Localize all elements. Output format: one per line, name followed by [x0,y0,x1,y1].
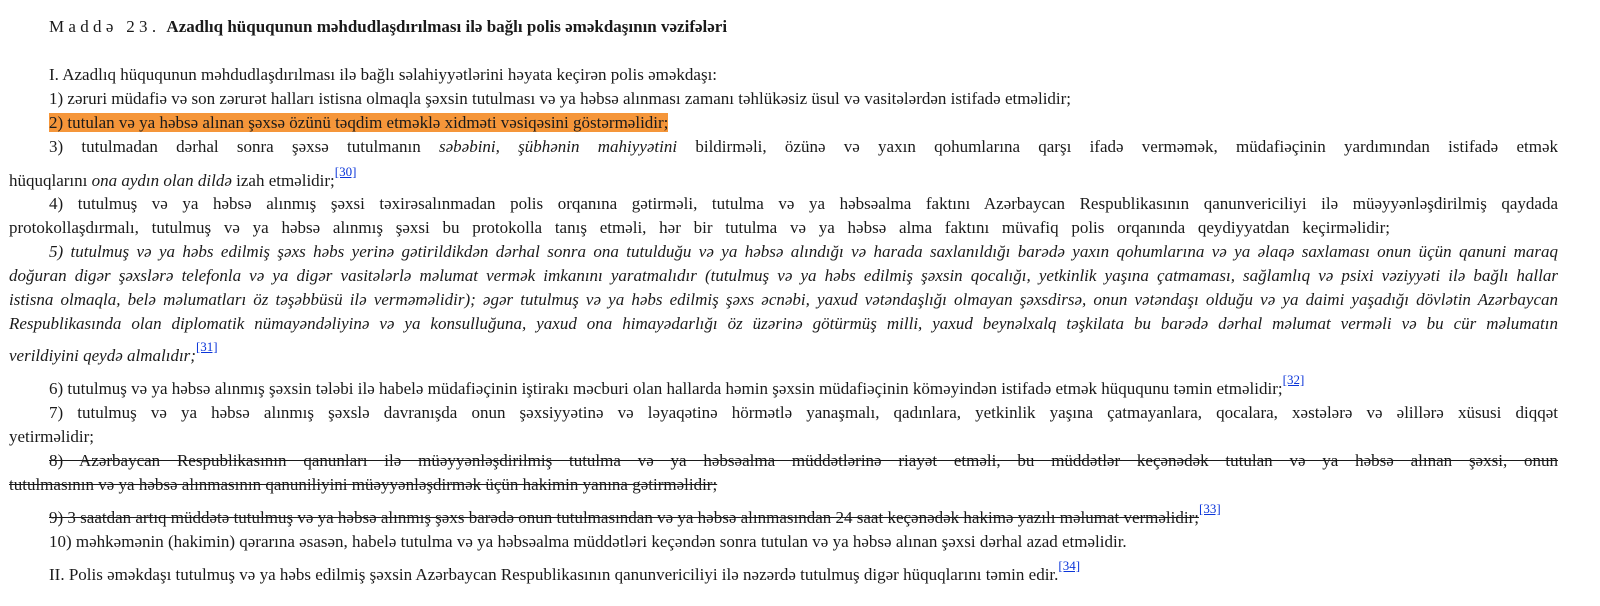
item-4-line-1: 4) tutulmuş və ya həbsə alınmış şəxsi təxirəsalınmadan polis orqanına gətirməli, tutulma və ya həbsəalma faktını Azərbaycan Respublikasının qanunvericiliyi ilə müəyyənləşdirilmiş qaydada [49,194,1558,213]
item-8-line-1: 8) Azərbaycan Respublikasının qanunları ilə müəyyənləşdirilmiş tutulma və ya həbsəalma müddətlərinə riayət etməli, bu müddətlər keçənədək tutulan və ya həbsə alınan şəxsi, onun [49,451,1558,470]
footnote-31 [196,339,218,354]
footnote-33-link[interactable]: [33] [1199,501,1221,516]
item-3-text-c: bildirməli, özünə və yaxın qohumlarına qarşı ifadə verməmək, müdafiəçinin yardımından istifadə etmək [695,137,1559,156]
item-6 [49,372,1305,400]
footnote-32 [1283,372,1305,387]
footnote-32-link[interactable]: [32] [1282,372,1305,387]
footnote-34 [1058,558,1080,573]
footnote-34-link[interactable]: [34] [1058,558,1081,573]
item-5-line-2: doğuran digər şəxslərə telefonla və ya digər vasitələrlə məlumat vermək imkanını yaratmalıdır (tutulmuş və ya həbs edilmiş şəxsin qocalığı, yetkinlik yaşına çatmaması, sağlamlıq və psixi vəziyyəti ilə bağlı hallar [9,266,1558,285]
item-3-text-d: hüquqlarını [9,171,88,190]
footnote-31-link[interactable]: [31] [195,339,218,354]
item-8-line-2: tutulmasının və ya həbsə alınmasının qanuniliyini müəyyənləşdirmək üçün hakimin yanına gətirməlidir; [9,475,718,494]
item-3-text-a: 3) tutulmadan dərhal sonra şəxsə tutulmanın [49,137,421,156]
item-2 [49,113,668,133]
item-3-line-1 [49,137,1558,157]
item-5-line-5 [9,339,218,367]
footnote-30 [335,164,357,179]
section2-text: II. Polis əməkdaşı tutulmuş və ya həbs edilmiş şəxsin Azərbaycan Respublikasının qanunvericiliyi ilə nəzərdə tutulmuş digər hüquqlarını təmin edir. [49,565,1059,584]
item-3-italic-a: səbəbini, şübhənin mahiyyətini [438,137,678,156]
item-9 [49,501,1221,529]
section2 [49,558,1081,586]
item-1: 1) zəruri müdafiə və son zərurət halları istisna olmaqla şəxsin tutulması və ya həbsə alınması zamanı təhlükəsiz üsul və vasitələrdən istifadə etməlidir; [49,89,1072,108]
footnote-30-link[interactable]: [30] [334,164,357,179]
item-5-line-3: istisna olmaqla, belə məlumatları öz təşəbbüsü ilə verməməlidir); əgər tutulmuş və ya həbs edilmiş şəxs əcnəbi, yaxud vətəndaşlığı olmayan şəxsdirsə, onun vətəndaşı olduğu və ya daimi yaşadığı dövlətin Azərbaycan [9,290,1558,309]
item-3-line-2 [9,164,357,192]
highlighted-text: 2) tutulan və ya həbsə alınan şəxsə özünü təqdim etməklə xidməti vəsiqəsini göstərməlidir; [49,113,669,132]
item-3-text-f: izah etməlidir; [236,171,335,190]
item-7-line-1: 7) tutulmuş və ya həbsə alınmış şəxslə davranışda onun şəxsiyyətinə və ləyaqətinə hörmətlə yanaşmalı, qadınlara, yetkinlik yaşına çatmayanlara, qocalara, xəstələrə və əlillərə xüsusi diqqət [49,403,1558,422]
item-5-line-4: Respublikasında olan diplomatik nümayəndəliyinə və ya konsulluğuna, yaxud ona himayədarlığı öz üzərinə götürmüş milli, yaxud beynəlxalq təşkilata bu barədə dərhal məlumat verməli və bu cür məlumatın [9,314,1558,333]
item-5-line-1: 5) tutulmuş və ya həbs edilmiş şəxs həbs yerinə gətirildikdən dərhal sonra ona tutulduğu və ya həbsə alındığı və harada saxlanıldığı barədə yaxın qohumlarına və ya əlaqə saxlaması onun üçün qanuni maraq [49,242,1558,261]
article-heading [49,17,727,37]
item-7-line-2: yetirməlidir; [9,427,94,446]
item-3-italic-b: ona aydın olan dildə [91,171,232,190]
item-4-line-2: protokollaşdırmalı, tutulmuş və ya həbsə alınmış şəxsi bu protokolla tanış etməli, hər bir tutulma və ya həbsə alma faktını müvafiq polis orqanında qeydiyyatdan keçirməlidir; [9,218,1390,237]
item-9-text: 9) 3 saatdan artıq müddətə tutulmuş və ya həbsə alınmış şəxs barədə onun tutulmasından və ya həbsə alınmasından 24 saat keçənədək hakimə yazılı məlumat verməlidir; [49,508,1199,527]
item-6-text: 6) tutulmuş və ya həbsə alınmış şəxsin tələbi ilə habelə müdafiəçinin iştirakı məcburi olan hallarda həmin şəxsin müdafiəçinin köməyindən istifadə etmək hüququnu təmin etməlidir; [49,379,1283,398]
footnote-33 [1199,501,1221,516]
section1-intro: I. Azadlıq hüququnun məhdudlaşdırılması ilə bağlı səlahiyyətlərini həyata keçirən polis əməkdaşı: [49,65,718,84]
article-number: Maddə 23. [49,17,161,36]
article-title: Azadlıq hüququnun məhdudlaşdırılması ilə bağlı polis əməkdaşının vəzifələri [166,17,728,36]
item-5-end: verildiyini qeydə almalıdır; [9,346,196,365]
item-10: 10) məhkəmənin (hakimin) qərarına əsasən, habelə tutulma və ya həbsəalma müddətləri keçəndən sonra tutulan və ya həbsə alınan şəxsi dərhal azad etməlidir. [49,532,1127,551]
